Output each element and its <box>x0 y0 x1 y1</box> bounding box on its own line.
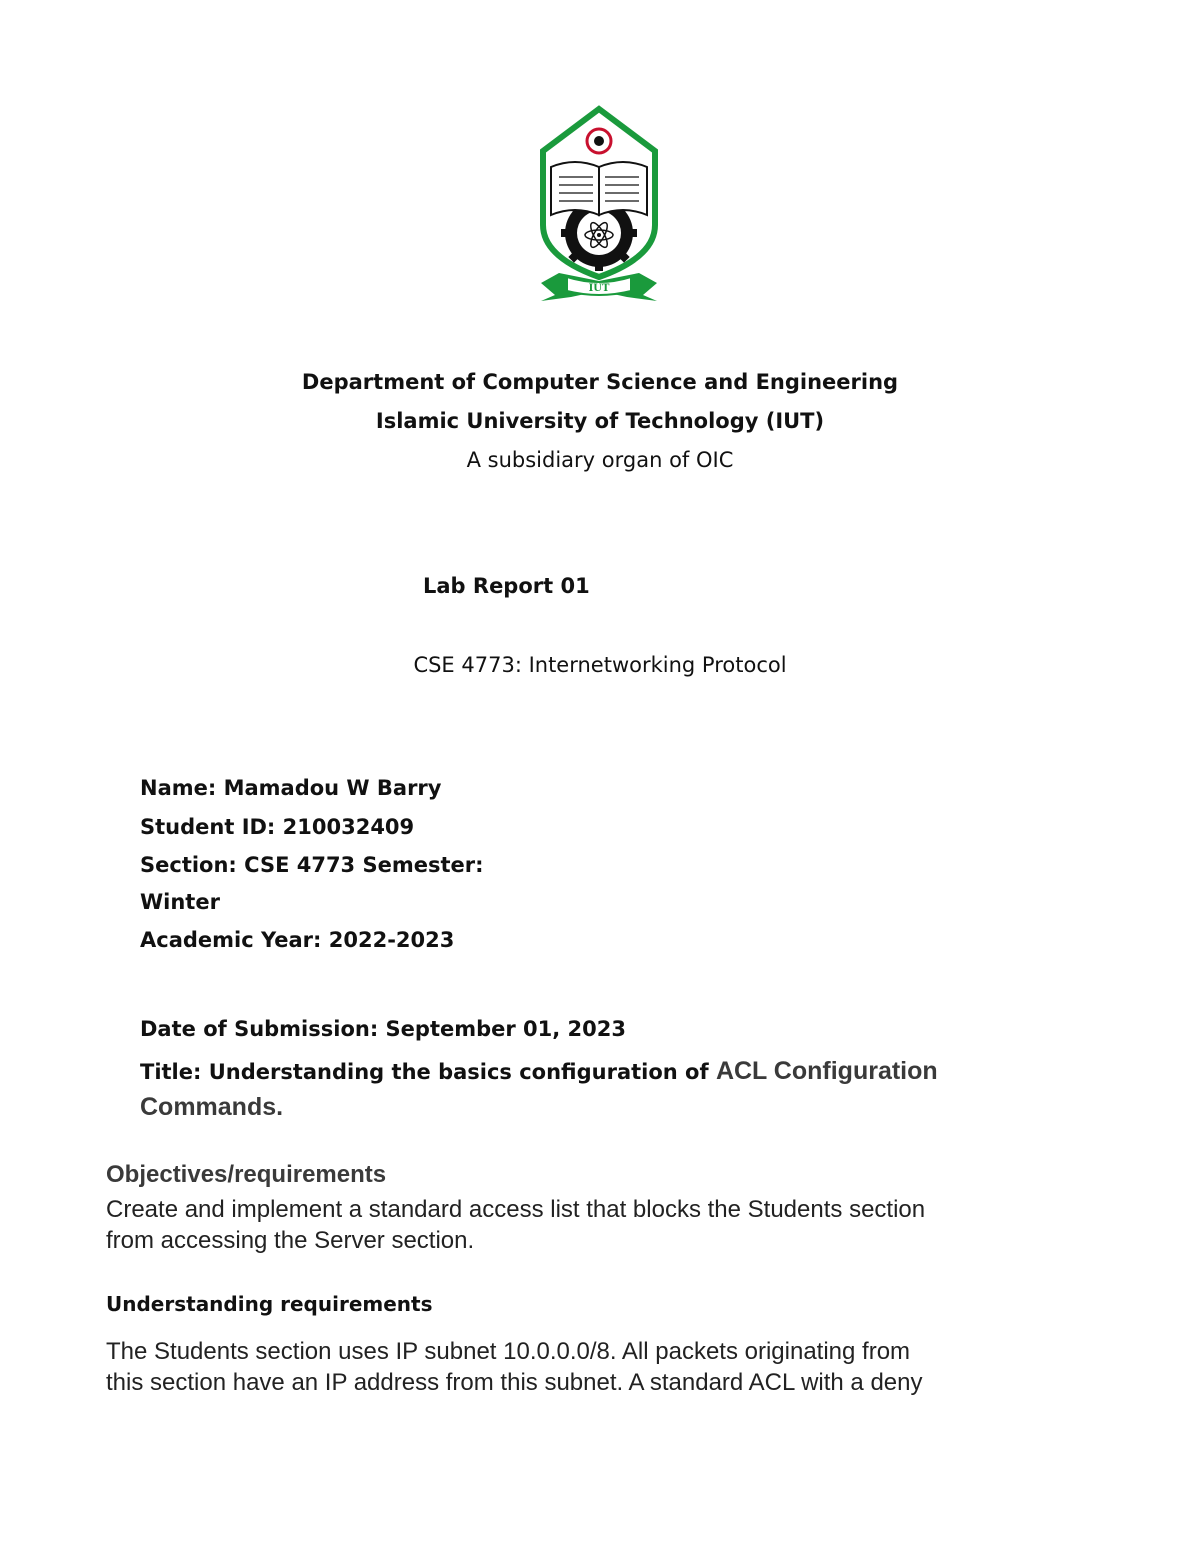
academic-year: Academic Year: 2022-2023 <box>140 928 455 952</box>
report-subject-title <box>140 1057 938 1086</box>
title-prefix: Title: Understanding the basics configuration of <box>140 1060 716 1084</box>
understanding-heading: Understanding requirements <box>106 1292 433 1316</box>
logo-banner-text: IUT <box>588 283 610 294</box>
understanding-line-1: The Students section uses IP subnet 10.0.0.0/8. All packets originating from <box>106 1338 911 1365</box>
student-semester: Winter <box>140 890 220 914</box>
objectives-line-2: from accessing the Server section. <box>106 1227 475 1254</box>
submission-date: Date of Submission: September 01, 2023 <box>140 1017 627 1041</box>
student-name: Name: Mamadou W Barry <box>140 776 442 800</box>
report-title: Lab Report 01 <box>423 574 590 598</box>
department-name: Department of Computer Science and Engineering <box>301 370 899 394</box>
objectives-line-1: Create and implement a standard access list that blocks the Students section <box>106 1196 926 1223</box>
university-name: Islamic University of Technology (IUT) <box>375 409 825 433</box>
title-suffix-1: ACL Configuration <box>715 1057 938 1085</box>
title-suffix-2: Commands. <box>140 1093 284 1121</box>
university-logo <box>537 105 661 303</box>
logo-book <box>551 162 647 215</box>
objectives-heading: Objectives/requirements <box>106 1161 387 1188</box>
university-subtitle: A subsidiary organ of OIC <box>466 448 734 472</box>
course-title: CSE 4773: Internetworking Protocol <box>413 653 787 677</box>
understanding-line-2: this section have an IP address from this subnet. A standard ACL with a deny <box>106 1369 923 1396</box>
student-id: Student ID: 210032409 <box>140 815 415 839</box>
student-section: Section: CSE 4773 Semester: <box>140 853 484 877</box>
